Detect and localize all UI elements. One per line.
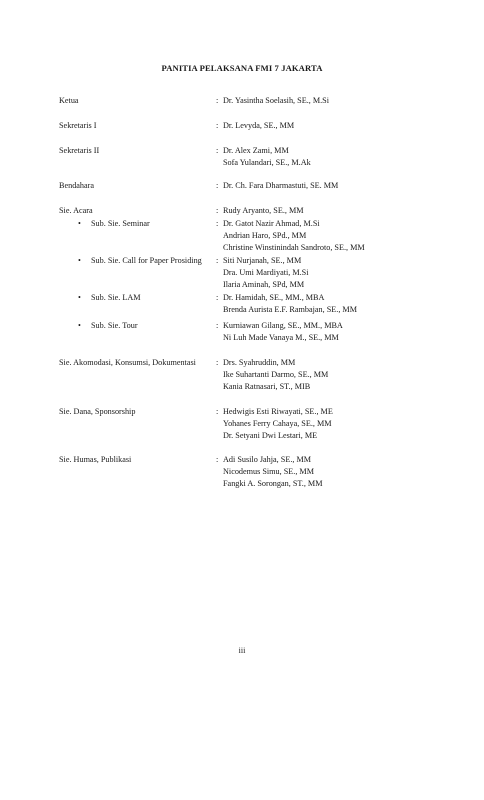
member-name: Dr. Gatot Nazir Ahmad, M.Si (223, 219, 320, 228)
committee-row-sub-tour (59, 320, 459, 344)
role-label: Sie. Acara (59, 206, 93, 215)
role-label: Sekretaris I (59, 121, 97, 130)
separator: : (216, 256, 219, 265)
separator: : (216, 321, 219, 330)
member-name: Rudy Aryanto, SE., MM (223, 206, 304, 215)
member-name: Drs. Syahruddin, MM (223, 358, 296, 367)
committee-row-sub-call-for-paper (59, 255, 459, 291)
members-list (223, 95, 459, 107)
page-title: PANITIA PELAKSANA FMI 7 JAKARTA (161, 63, 323, 73)
role-label (59, 255, 216, 267)
committee-row-ketua (59, 95, 459, 107)
member-name: Dr. Levyda, SE., MM (223, 121, 295, 130)
committee-row-sekretaris-2 (59, 145, 459, 169)
members-list (223, 320, 459, 344)
member-name: Christine Winstinindah Sandroto, SE., MM (223, 243, 365, 252)
member-name: Dr. Setyani Dwi Lestari, ME (223, 431, 318, 440)
members-list (223, 145, 459, 169)
role-text: Sub. Sie. Call for Paper Prosiding (91, 256, 202, 265)
member-name: Kurniawan Gilang, SE., MM., MBA (223, 321, 343, 330)
member-name: Brenda Aurista E.F. Rambajan, SE., MM (223, 305, 357, 314)
member-name: Andrian Haro, SPd., MM (223, 231, 307, 240)
role-label (59, 320, 216, 332)
role-label (59, 218, 216, 230)
members-list (223, 454, 459, 490)
separator: : (216, 219, 219, 228)
members-list (223, 255, 459, 291)
member-name: Dr. Yasintha Soelasih, SE., M.Si (223, 96, 329, 105)
member-name: Fangki A. Sorongan, ST., MM (223, 479, 323, 488)
member-name: Dra. Umi Mardiyati, M.Si (223, 268, 309, 277)
committee-row-sub-lam (59, 292, 459, 316)
member-name: Yohanes Ferry Cahaya, SE., MM (223, 419, 332, 428)
members-list (223, 205, 459, 217)
members-list (223, 292, 459, 316)
member-name: Ni Luh Made Vanaya M., SE., MM (223, 333, 339, 342)
role-label: Sie. Humas, Publikasi (59, 455, 132, 464)
separator: : (216, 121, 219, 130)
role-text: Sub. Sie. LAM (91, 293, 141, 302)
member-name: Sofa Yulandari, SE., M.Ak (223, 158, 311, 167)
members-list (223, 406, 459, 442)
member-name: Dr. Alex Zami, MM (223, 146, 289, 155)
member-name: Siti Nurjanah, SE., MM (223, 256, 302, 265)
role-text: Sub. Sie. Seminar (91, 219, 150, 228)
bullet-icon: • (78, 219, 81, 228)
page-number: iii (238, 646, 246, 655)
committee-row-bendahara (59, 180, 459, 192)
member-name: Hedwigis Esti Riwayati, SE., ME (223, 407, 333, 416)
members-list (223, 180, 459, 192)
separator: : (216, 358, 219, 367)
member-name: Kania Ratnasari, ST., MIB (223, 382, 311, 391)
committee-row-sie-dana (59, 406, 459, 442)
committee-row-sie-acara (59, 205, 459, 217)
role-label: Sie. Akomodasi, Konsumsi, Dokumentasi (59, 358, 196, 367)
committee-row-sie-humas (59, 454, 459, 490)
members-list (223, 357, 459, 393)
committee-row-sub-seminar (59, 218, 459, 254)
member-name: Dr. Hamidah, SE., MM., MBA (223, 293, 325, 302)
separator: : (216, 455, 219, 464)
role-label: Sie. Dana, Sponsorship (59, 407, 136, 416)
role-label (59, 292, 216, 304)
bullet-icon: • (78, 293, 81, 302)
member-name: Dr. Ch. Fara Dharmastuti, SE. MM (223, 181, 339, 190)
separator: : (216, 407, 219, 416)
member-name: Adi Susilo Jahja, SE., MM (223, 455, 312, 464)
member-name: Ike Suhartanti Darmo, SE., MM (223, 370, 329, 379)
member-name: Nicodemus Simu, SE., MM (223, 467, 314, 476)
separator: : (216, 293, 219, 302)
role-label: Ketua (59, 96, 79, 105)
separator: : (216, 146, 219, 155)
separator: : (216, 96, 219, 105)
role-text: Sub. Sie. Tour (91, 321, 138, 330)
committee-row-sekretaris-1 (59, 120, 459, 132)
committee-list (59, 95, 459, 490)
committee-row-sie-akomodasi (59, 357, 459, 393)
bullet-icon: • (78, 256, 81, 265)
separator: : (216, 181, 219, 190)
bullet-icon: • (78, 321, 81, 330)
member-name: Ilaria Aminah, SPd, MM (223, 280, 305, 289)
role-label: Sekretaris II (59, 146, 100, 155)
role-label: Bendahara (59, 181, 95, 190)
members-list (223, 218, 459, 254)
members-list (223, 120, 459, 132)
separator: : (216, 206, 219, 215)
